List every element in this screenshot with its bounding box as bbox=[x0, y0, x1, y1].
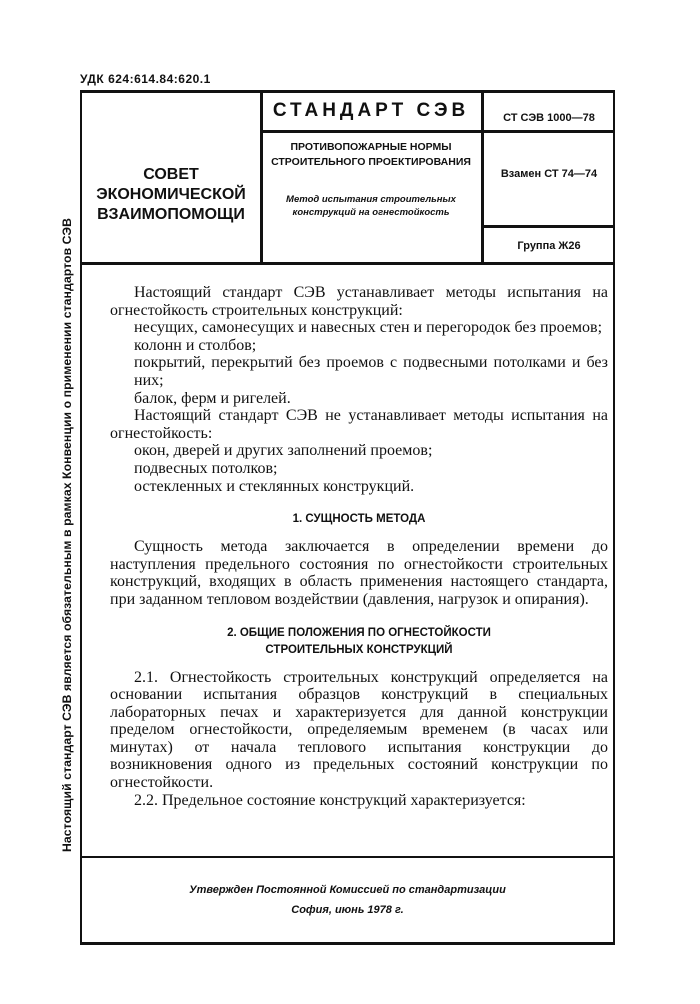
exclude-intro-paragraph: Настоящий стандарт СЭВ не устанавливает методы испытания на огнестойкость: bbox=[110, 407, 608, 442]
side-note: Настоящий стандарт СЭВ является обязательным в рамках Конвенции о применении стандартов СЭВ bbox=[60, 217, 74, 852]
approval-line-1: Утвержден Постоянной Комиссией по стандартизации bbox=[189, 884, 506, 896]
list-item: остекленных и стеклянных конструкций. bbox=[134, 477, 415, 495]
udk-code: УДК 624:614.84:620.1 bbox=[80, 72, 211, 86]
standard-category: ПРОТИВОПОЖАРНЫЕ НОРМЫ СТРОИТЕЛЬНОГО ПРОЕКТИРОВАНИЯ bbox=[271, 141, 471, 168]
intro-paragraph: Настоящий стандарт СЭВ устанавливает методы испытания на огнестойкость строительных конструкций: bbox=[110, 284, 608, 319]
list-item: несущих, самонесущих и навесных стен и перегородок без проемов; bbox=[134, 319, 603, 337]
paragraph-2-1: 2.1. Огнестойкость строительных конструкций определяется на основании испытания образцов конструкций в специальных лабораторных печах и характеризуется для данной конструкции пределом огнестойкости, определяемым временем (в часах или минутах) от начала теплового испытания конструкции до возникновения одного из предельных состояний конструкции по огнестойкости. bbox=[110, 668, 608, 792]
organization-name: СОВЕТ ЭКОНОМИЧЕСКОЙ ВЗАИМОПОМОЩИ bbox=[96, 166, 246, 223]
list-item: подвесных потолков; bbox=[134, 459, 278, 477]
approval-line-2: София, июнь 1978 г. bbox=[291, 904, 404, 916]
standard-method: Метод испытания строительных конструкций на огнестойкость bbox=[286, 194, 456, 218]
group-divider bbox=[481, 225, 615, 228]
standard-title: СТАНДАРТ СЭВ bbox=[272, 100, 470, 121]
footer-divider bbox=[80, 856, 615, 858]
section-2-heading-line2: СТРОИТЕЛЬНЫХ КОНСТРУКЦИЙ bbox=[265, 643, 453, 656]
approval-note bbox=[82, 880, 613, 920]
section-2-heading-line1: 2. ОБЩИЕ ПОЛОЖЕНИЯ ПО ОГНЕСТОЙКОСТИ bbox=[227, 626, 491, 639]
list-item: балок, ферм и ригелей. bbox=[134, 389, 291, 407]
document-body bbox=[110, 284, 608, 809]
replaces-note: Взамен СТ 74—74 bbox=[500, 168, 598, 180]
frame-bottom-border bbox=[80, 942, 615, 945]
header-row-divider bbox=[260, 130, 615, 133]
list-item: окон, дверей и других заполнений проемов; bbox=[134, 442, 433, 460]
standard-code: СТ СЭВ 1000—78 bbox=[503, 112, 595, 124]
group-code: Группа Ж26 bbox=[517, 240, 581, 252]
paragraph-2-2: 2.2. Предельное состояние конструкций характеризуется: bbox=[134, 791, 526, 809]
header-bottom-border bbox=[80, 262, 615, 265]
section-1-paragraph: Сущность метода заключается в определении времени до наступления предельного состояния по огнестойкости строительных конструкций, входящих в область применения настоящего стандарта, при заданном тепловом воздействии (давления, нагрузок и опирания). bbox=[110, 538, 608, 608]
section-2-heading bbox=[110, 625, 608, 659]
frame-top-border bbox=[80, 90, 615, 93]
list-item: покрытий, перекрытий без проемов с подвесными потолками и без них; bbox=[134, 354, 608, 389]
list-item: колонн и столбов; bbox=[134, 336, 257, 354]
section-1-heading: 1. СУЩНОСТЬ МЕТОДА bbox=[292, 513, 426, 526]
